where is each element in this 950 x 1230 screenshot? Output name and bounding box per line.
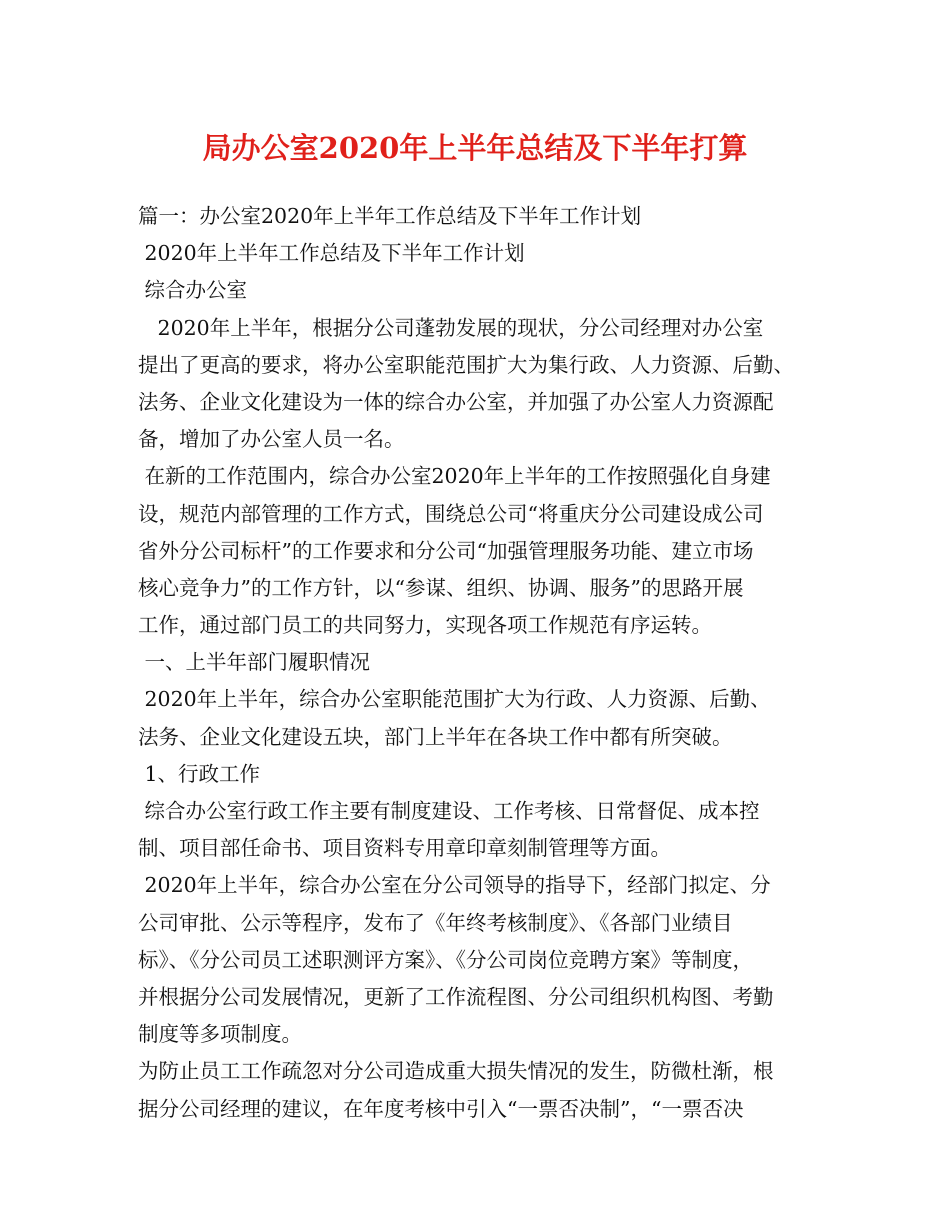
text-line: 并根据分公司发展情况，更新了工作流程图、分公司组织机构图、考勤 xyxy=(138,984,774,1009)
text-line: 综合办公室行政工作主要有制度建设、工作考核、日常督促、成本控 xyxy=(138,799,760,823)
text-line: 备，增加了办公室人员一名。 xyxy=(138,427,405,452)
text-line: 工作，通过部门员工的共同努力，实现各项工作规范有序运转。 xyxy=(138,613,712,638)
text-line: 省外分公司标杆”的工作要求和分公司“加强管理服务功能、建立市场 xyxy=(138,538,754,563)
text-line: 为防止员工工作疏忽对分公司造成重大损失情况的发生，防微杜渐，根 xyxy=(138,1059,774,1084)
document-body xyxy=(138,198,818,1128)
text-line: 核心竞争力”的工作方针，以“参谋、组织、协调、服务”的思路开展 xyxy=(138,575,744,600)
text-line: 法务、企业文化建设五块，部门上半年在各块工作中都有所突破。 xyxy=(138,724,733,749)
text-line: 一、上半年部门履职情况 xyxy=(138,650,371,675)
text-line: 公司审批、公示等程序，发布了《年终考核制度》、《各部门业绩目 xyxy=(138,910,733,935)
text-line: 2020年上半年，根据分公司蓬勃发展的现状，分公司经理对办公室 xyxy=(138,315,764,340)
text-line: 设，规范内部管理的工作方式，围绕总公司“将重庆分公司建设成公司 xyxy=(138,501,764,526)
text-line: 2020年上半年，综合办公室在分公司领导的指导下，经部门拟定、分 xyxy=(138,873,771,898)
document-title: 局办公室2020年上半年总结及下半年打算 xyxy=(202,131,748,165)
text-line: 篇一：办公室2020年上半年工作总结及下半年工作计划 xyxy=(138,204,642,228)
text-line: 提出了更高的要求，将办公室职能范围扩大为集行政、人力资源、后勤、 xyxy=(138,352,794,377)
text-line: 2020年上半年，综合办公室职能范围扩大为行政、人力资源、后勤、 xyxy=(138,687,771,712)
text-line: 综合办公室 xyxy=(138,278,248,303)
text-line: 制、项目部任命书、项目资料专用章印章刻制管理等方面。 xyxy=(138,836,671,861)
text-line: 法务、企业文化建设为一体的综合办公室，并加强了办公室人力资源配 xyxy=(138,389,774,414)
text-line: 标》、《分公司员工述职测评方案》、《分公司岗位竞聘方案》等制度， xyxy=(138,947,753,972)
text-line: 2020年上半年工作总结及下半年工作计划 xyxy=(138,241,525,266)
text-line: 在新的工作范围内，综合办公室2020年上半年的工作按照强化自身建 xyxy=(138,464,771,489)
text-line: 1、行政工作 xyxy=(138,761,261,786)
text-line: 制度等多项制度。 xyxy=(138,1022,302,1047)
text-line: 据分公司经理的建议，在年度考核中引入“一票否决制”，“一票否决 xyxy=(138,1096,744,1121)
